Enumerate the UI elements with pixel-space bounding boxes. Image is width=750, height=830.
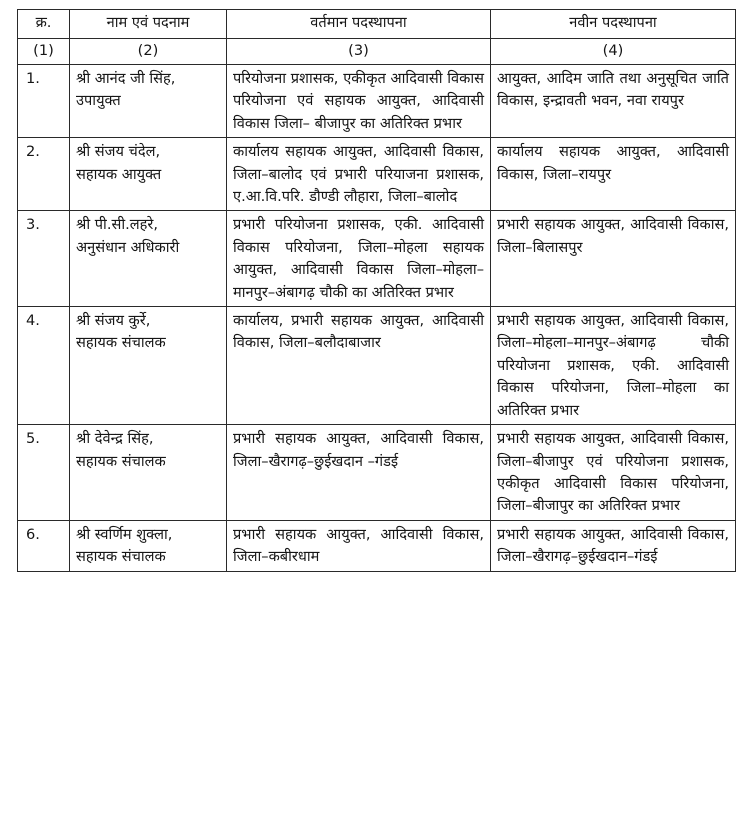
current-posting: कार्यालय सहायक आयुक्त, आदिवासी विकास, जिला–बालोद एवं प्रभारी परियाजना प्रशासक, ए.आ.वि.परि. डौण्डी लौहारा, जिला–बालोद (227, 138, 491, 211)
officer-cell (70, 211, 227, 307)
table-row (18, 211, 736, 307)
current-posting: प्रभारी सहायक आयुक्त, आदिवासी विकास, जिला–कबीरधाम (227, 520, 491, 571)
officer-name: श्री स्वर्णिम शुक्ला, (76, 525, 173, 543)
header-name-designation: नाम एवं पदनाम (70, 10, 227, 39)
officer-cell (70, 138, 227, 211)
table-row (18, 65, 736, 138)
officer-name: श्री संजय कुर्रे, (76, 312, 151, 330)
header-current-posting: वर्तमान पदस्थापना (227, 10, 491, 39)
header-serial: क्र. (18, 10, 70, 39)
officer-designation: सहायक संचालक (76, 334, 166, 352)
new-posting: प्रभारी सहायक आयुक्त, आदिवासी विकास, जिला–खैरागढ़–छुईखदान–गंडई (491, 520, 736, 571)
current-posting: प्रभारी सहायक आयुक्त, आदिवासी विकास, जिला–खैरागढ़–छुईखदान –गंडई (227, 425, 491, 521)
officer-designation: अनुसंधान अधिकारी (76, 238, 180, 256)
column-number: (1) (18, 39, 70, 65)
header-new-posting: नवीन पदस्थापना (491, 10, 736, 39)
posting-table (17, 9, 736, 572)
column-number: (2) (70, 39, 227, 65)
column-number: (3) (227, 39, 491, 65)
table-row (18, 138, 736, 211)
column-number-row (18, 39, 736, 65)
column-number: (4) (491, 39, 736, 65)
header-row (18, 10, 736, 39)
officer-designation: सहायक आयुक्त (76, 165, 162, 183)
serial-number: 4. (18, 307, 70, 425)
table-row (18, 307, 736, 425)
new-posting: प्रभारी सहायक आयुक्त, आदिवासी विकास, जिला–बिलासपुर (491, 211, 736, 307)
officer-name: श्री देवेन्द्र सिंह, (76, 430, 154, 448)
table-row (18, 425, 736, 521)
current-posting: परियोजना प्रशासक, एकीकृत आदिवासी विकास परियोजना एवं सहायक आयुक्त, आदिवासी विकास जिला– बीजापुर का अतिरिक्त प्रभार (227, 65, 491, 138)
new-posting: प्रभारी सहायक आयुक्त, आदिवासी विकास, जिला–मोहला–मानपुर–अंबागढ़ चौकी परियोजना प्रशासक, एकी. आदिवासी विकास परियोजना, जिला–मोहला का अतिरिक्त प्रभार (491, 307, 736, 425)
serial-number: 6. (18, 520, 70, 571)
serial-number: 2. (18, 138, 70, 211)
officer-cell (70, 307, 227, 425)
current-posting: प्रभारी परियोजना प्रशासक, एकी. आदिवासी विकास परियोजना, जिला–मोहला सहायक आयुक्त, आदिवासी विकास जिला–मोहला–मानपुर–अंबागढ़ चौकी का अतिरिक्त प्रभार (227, 211, 491, 307)
officer-name: श्री पी.सी.लहरे, (76, 216, 158, 234)
officer-designation: सहायक संचालक (76, 452, 166, 470)
table-row (18, 520, 736, 571)
officer-cell (70, 65, 227, 138)
new-posting: कार्यालय सहायक आयुक्त, आदिवासी विकास, जिला–रायपुर (491, 138, 736, 211)
officer-name: श्री संजय चंदेल, (76, 143, 161, 161)
serial-number: 5. (18, 425, 70, 521)
new-posting: आयुक्त, आदिम जाति तथा अनुसूचित जाति विकास, इन्द्रावती भवन, नवा रायपुर (491, 65, 736, 138)
current-posting: कार्यालय, प्रभारी सहायक आयुक्त, आदिवासी विकास, जिला–बलौदाबाजार (227, 307, 491, 425)
officer-designation: सहायक संचालक (76, 548, 166, 566)
officer-name: श्री आनंद जी सिंह, (76, 70, 176, 87)
serial-number: 3. (18, 211, 70, 307)
officer-designation: उपायुक्त (76, 92, 121, 110)
officer-cell (70, 520, 227, 571)
serial-number: 1. (18, 65, 70, 138)
officer-cell (70, 425, 227, 521)
new-posting: प्रभारी सहायक आयुक्त, आदिवासी विकास, जिला–बीजापुर एवं परियोजना प्रशासक, एकीकृत आदिवासी विकास परियोजना, जिला–बीजापुर का अतिरिक्त प्रभार (491, 425, 736, 521)
